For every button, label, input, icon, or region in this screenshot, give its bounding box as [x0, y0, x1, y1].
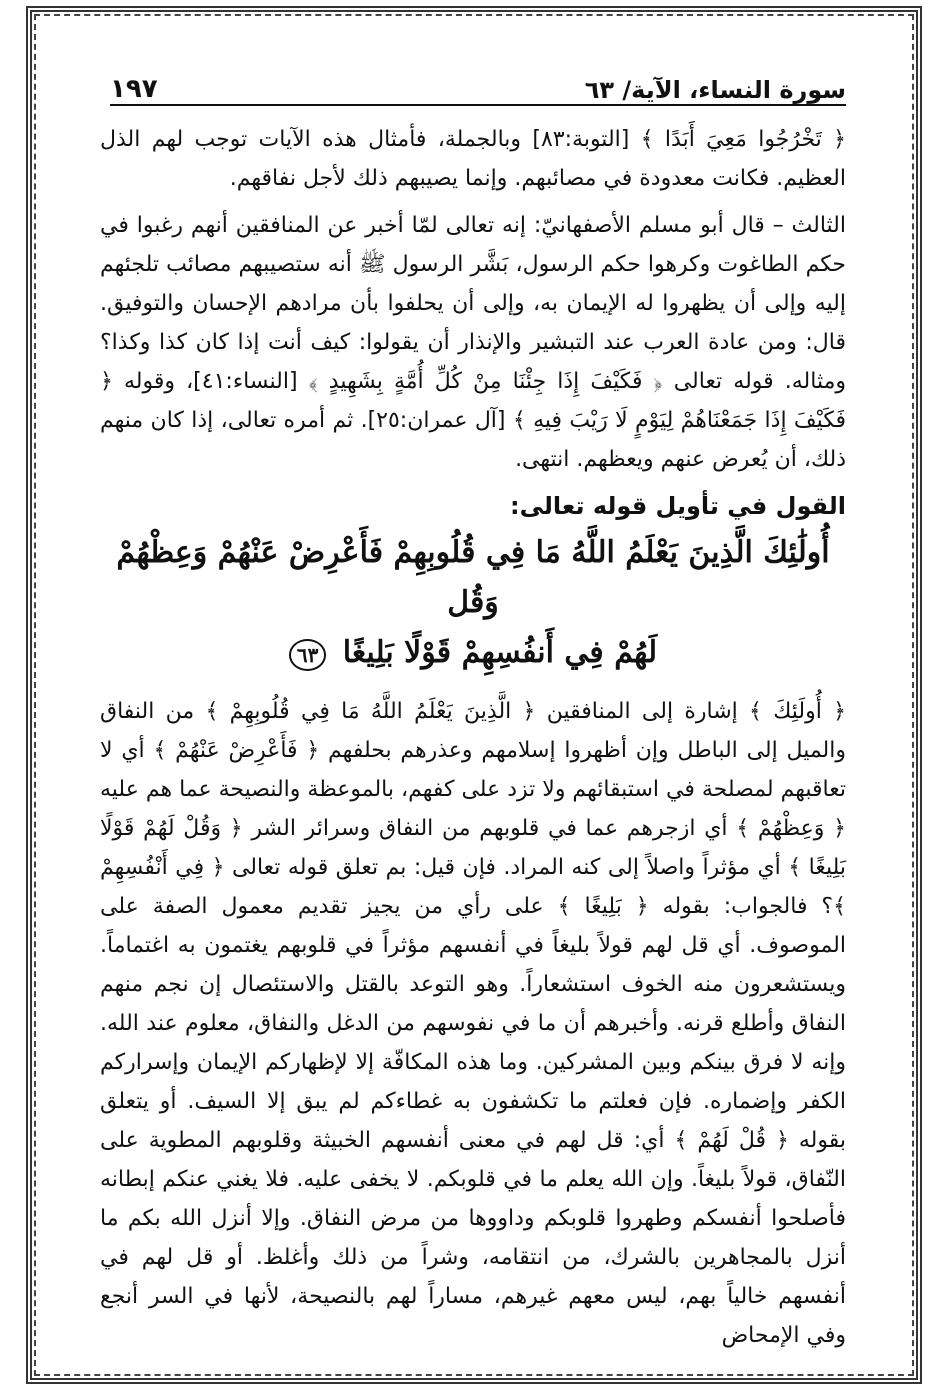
paragraph-1: ﴿ تَخْرُجُوا مَعِيَ أَبَدًا ﴾ [التوبة:٨٣] وبالجملة، فأمثال هذه الآيات توجب لهم الذل العظيم. فكانت معدودة في مصائبهم. وإنما يصيبهم ذلك لأجل نفاقهم. — [100, 127, 847, 191]
page-header — [110, 60, 846, 106]
paragraph-3: ﴿ أُولَئِكَ ﴾ إشارة إلى المنافقين ﴿ الَّذِينَ يَعْلَمُ اللَّهُ مَا فِي قُلُوبِهِمْ ﴾ من النفاق والميل إلى الباطل وإن أظهروا إسلامهم وعذرهم بحلفهم ﴿ فَأَعْرِضْ عَنْهُمْ ﴾ أي لا تعاقبهم لمصلحة في استبقائهم ولا تزد على كفهم، بالموعظة والنصيحة عما هم عليه ﴿ وَعِظْهُمْ ﴾ أي ازجرهم عما في قلوبهم من النفاق وسرائر الشر ﴿ وَقُلْ لَهُمْ قَوْلًا بَلِيغًا ﴾ أي مؤثراً واصلاً إلى كنه المراد. فإن قيل: بم تعلق قوله تعالى ﴿ فِي أَنْفُسِهِمْ ﴾؟ فالجواب: بقوله ﴿ بَلِيغًا ﴾ على رأي من يجيز تقديم معمول الصفة على الموصوف. أي قل لهم قولاً بليغاً في أنفسهم مؤثراً في قلوبهم يغتمون به اغتماماً. ويستشعرون منه الخوف استشعاراً. وهو التوعد بالقتل والاستئصال إن نجم منهم النفاق وأطلع قرنه. وأخبرهم أن ما في نفوسهم من الدغل والنفاق، معلوم عند الله. وإنه لا فرق بينكم وبين المشركين. وما هذه المكافّة إلا لإظهاركم الإيمان وإسراركم الكفر وإضماره. فإن فعلتم ما تكشفون به غطاءكم لم يبق إلا السيف. أو يتعلق بقوله ﴿ قُلْ لَهُمْ ﴾ أي: قل لهم في معنى أنفسهم الخبيثة وقلوبهم المطوية على النّفاق، قولاً بليغاً. وإن الله يعلم ما في قلوبكم. لا يخفى عليه. فلا يغني عنكم إبطانه فأصلحوا أنفسكم وطهروا قلوبكم وداووها من مرض النفاق. وإلا أنزل الله بكم ما أنزل بالمجاهرين بالشرك، من انتقامه، وشراً من ذلك وأغلظ. أو قل لهم في أنفسهم خالياً بهم، ليس معهم غيرهم، مساراً لهم بالنصيحة، لأنها في السر أنجع وفي الإمحاض — [100, 699, 846, 1348]
verse-line-2-text: لَهُمْ فِي أَنفُسِهِمْ قَوْلًا بَلِيغًا — [342, 635, 658, 670]
page-number: ١٩٧ — [110, 74, 158, 104]
ayah-number-marker: ٦٣ — [289, 639, 326, 671]
paragraph-2: الثالث – قال أبو مسلم الأصفهانيّ: إنه تعالى لمّا أخبر عن المنافقين أنهم رغبوا في حكم الطاغوت وكرهوا حكم الرسول، بَشَّر الرسول ﷺ أنه ستصيبهم مصائب تلجئهم إليه وإلى أن يظهروا له الإيمان به، وإلى أن يحلفوا بأن مرادهم الإحسان والتوفيق. قال: ومن عادة العرب عند التبشير والإنذار أن يقولوا: كيف أنت إذا كان كذا وكذا؟ ومثاله. قوله تعالى ﴿ فَكَيْفَ إِذَا جِئْنَا مِنْ كُلِّ أُمَّةٍ بِشَهِيدٍ ﴾ [النساء:٤١]، وقوله ﴿ فَكَيْفَ إِذَا جَمَعْنَاهُمْ لِيَوْمٍ لَا رَيْبَ فِيهِ ﴾ [آل عمران:٢٥]. ثم أمره تعالى، إذا كان منهم ذلك، أن يُعرض عنهم ويعظهم. انتهى. — [100, 213, 846, 472]
section-heading: القول في تأويل قوله تعالى: — [510, 492, 846, 520]
running-title: سورة النساء، الآية/ ٦٣ — [584, 76, 846, 104]
verse-line-2 — [100, 628, 846, 678]
quran-verse — [100, 528, 846, 678]
page-content — [100, 120, 846, 1363]
verse-line-1: أُولَٰئِكَ الَّذِينَ يَعْلَمُ اللَّهُ مَا فِي قُلُوبِهِمْ فَأَعْرِضْ عَنْهُمْ وَعِظْهُمْ وَقُل — [116, 535, 830, 620]
